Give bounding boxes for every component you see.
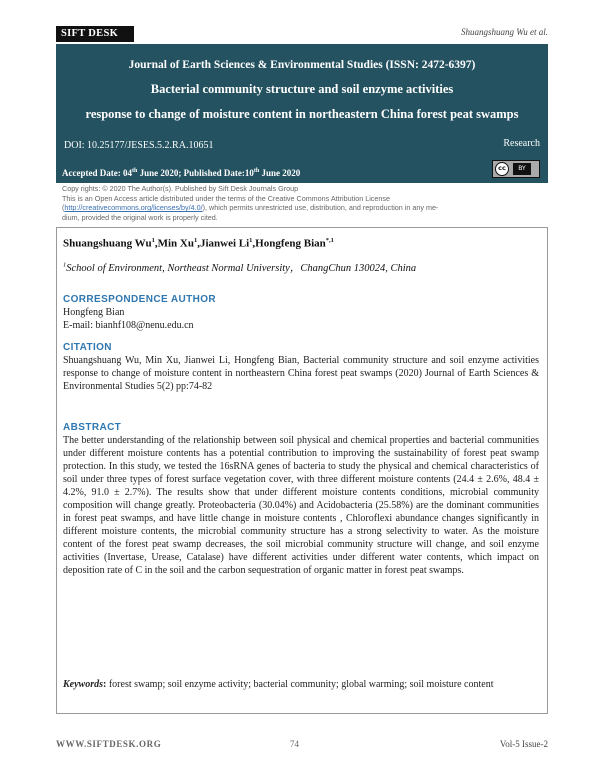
author-2-affil: 1 <box>193 237 198 244</box>
article-front-matter <box>56 227 548 714</box>
copyright-line-4: dium, provided the original work is properly cited. <box>62 212 218 222</box>
attribution-icon: BY <box>513 163 531 175</box>
copyright-notice <box>62 184 542 222</box>
author-3-affil: 1 <box>249 237 253 244</box>
doi[interactable]: DOI: 10.25177/JESES.5.2.RA.10651 <box>64 140 214 151</box>
publication-dates <box>62 168 300 178</box>
dates-band <box>56 166 548 183</box>
author-4: ,Hongfeng Bian <box>252 237 326 250</box>
abstract-heading: ABSTRACT <box>63 422 122 433</box>
affiliation-marker: 1 <box>63 261 67 269</box>
published-date-label: June 2020; Published Date:10 <box>137 168 254 178</box>
accepted-date-suffix: th <box>131 168 138 174</box>
creative-commons-icon: cc <box>495 162 509 176</box>
correspondence-details <box>63 306 539 332</box>
volume-issue: Vol-5 Issue-2 <box>499 739 548 749</box>
keywords-text: forest swamp; soil enzyme activity; bacterial community; global warming; soil moisture content <box>106 679 494 690</box>
article-type: Research <box>503 138 540 149</box>
header-band <box>56 44 548 166</box>
footer-website[interactable]: WWW.SIFTDESK.ORG <box>56 739 162 749</box>
copyright-line-3-rest: ), which permits unrestricted use, distribution, and reproduction in any me- <box>202 203 439 213</box>
keywords <box>63 678 539 692</box>
abstract-text: The better understanding of the relationship between soil physical and chemical properties and bacterial communities under different moisture contents has a potential contribution to improving the sustainability of forest peat swamp protection. In this study, we tested the 16sRNA genes of bacteria to study the physical and chemical characteristics of soil under three types of forest surface vegetation cover, with three different moisture contents (24.4 ± 2.6%, 48.4 ± 4.2%, 91.0 ± 2.7%). The results show that under different moisture contents conditions, microbial community composition will change greatly. Proteobacteria (30.04%) and Acidobacteria (25.58%) are the dominant communities in forest peat swamps, and have little change in moisture contents , Chloroflexi abundance changes significantly in different moisture contents, the microbial community structure has a strong selectivity to water. As the moisture content of the forest peat swamp decreases, the soil microbial community structure will change, and soil enzyme activities (Invertase, Urease, Catalase) have different activities under different water contents, which impact on deposition rate of C in the soil and the carbon sequestration of organic matter in forest peat swamps. <box>63 435 539 576</box>
author-1: Shuangshuang Wu <box>63 237 152 250</box>
accepted-date-label: Accepted Date: 04 <box>62 168 132 178</box>
author-2: ,Min Xu <box>154 237 194 250</box>
paren-open: ( <box>62 203 65 213</box>
running-head: Shuangshuang Wu et al. <box>461 27 548 37</box>
page-number: 74 <box>290 739 299 749</box>
copyright-line-2: This is an Open Access article distributed under the terms of the Creative Commons Attribution License <box>62 193 390 203</box>
correspondence-email[interactable]: E-mail: bianhf108@nenu.edu.cn <box>63 320 194 331</box>
affiliation <box>63 260 416 275</box>
copyright-line-1: Copy rights: © 2020 The Author(s). Published by Sift Desk Journals Group <box>62 184 299 193</box>
affiliation-text: School of Environment, Northeast Normal University，ChangChun 130024, China <box>66 263 417 274</box>
citation-heading: CITATION <box>63 342 112 353</box>
license-link[interactable]: http://creativecommons.org/licenses/by/4.0/ <box>64 203 203 213</box>
keywords-colon: : <box>103 679 107 690</box>
article-title-line-1: Bacterial community structure and soil enzyme activities <box>150 82 454 96</box>
citation-text: Shuangshuang Wu, Min Xu, Jianwei Li, Hongfeng Bian, Bacterial community structure and soil enzyme activities response to change of moisture content in northeastern China forest peat swamps (2020) Journal of Earth Sciences & Environmental Studies 5(2) pp:74-82 <box>63 355 539 392</box>
cc-license-badge[interactable] <box>492 160 540 178</box>
article-title-line-2: response to change of moisture content in northeastern China forest peat swamps <box>85 107 519 121</box>
publisher-brand: SIFT DESK <box>56 26 134 42</box>
author-3: ,Jianwei Li <box>197 237 250 250</box>
journal-title: Journal of Earth Sciences & Environmental Studies (ISSN: 2472-6397) <box>128 59 476 71</box>
correspondence-heading: CORRESPONDENCE AUTHOR <box>63 294 217 305</box>
author-list <box>63 237 334 250</box>
copyright-line-3 <box>62 203 542 213</box>
correspondence-name: Hongfeng Bian <box>63 307 125 318</box>
author-1-affil: 1 <box>151 237 155 244</box>
published-date-rest: June 2020 <box>259 168 301 178</box>
keywords-label: Keywords <box>63 679 103 690</box>
published-date-suffix: th <box>253 168 260 174</box>
author-4-affil: *,1 <box>325 237 334 244</box>
